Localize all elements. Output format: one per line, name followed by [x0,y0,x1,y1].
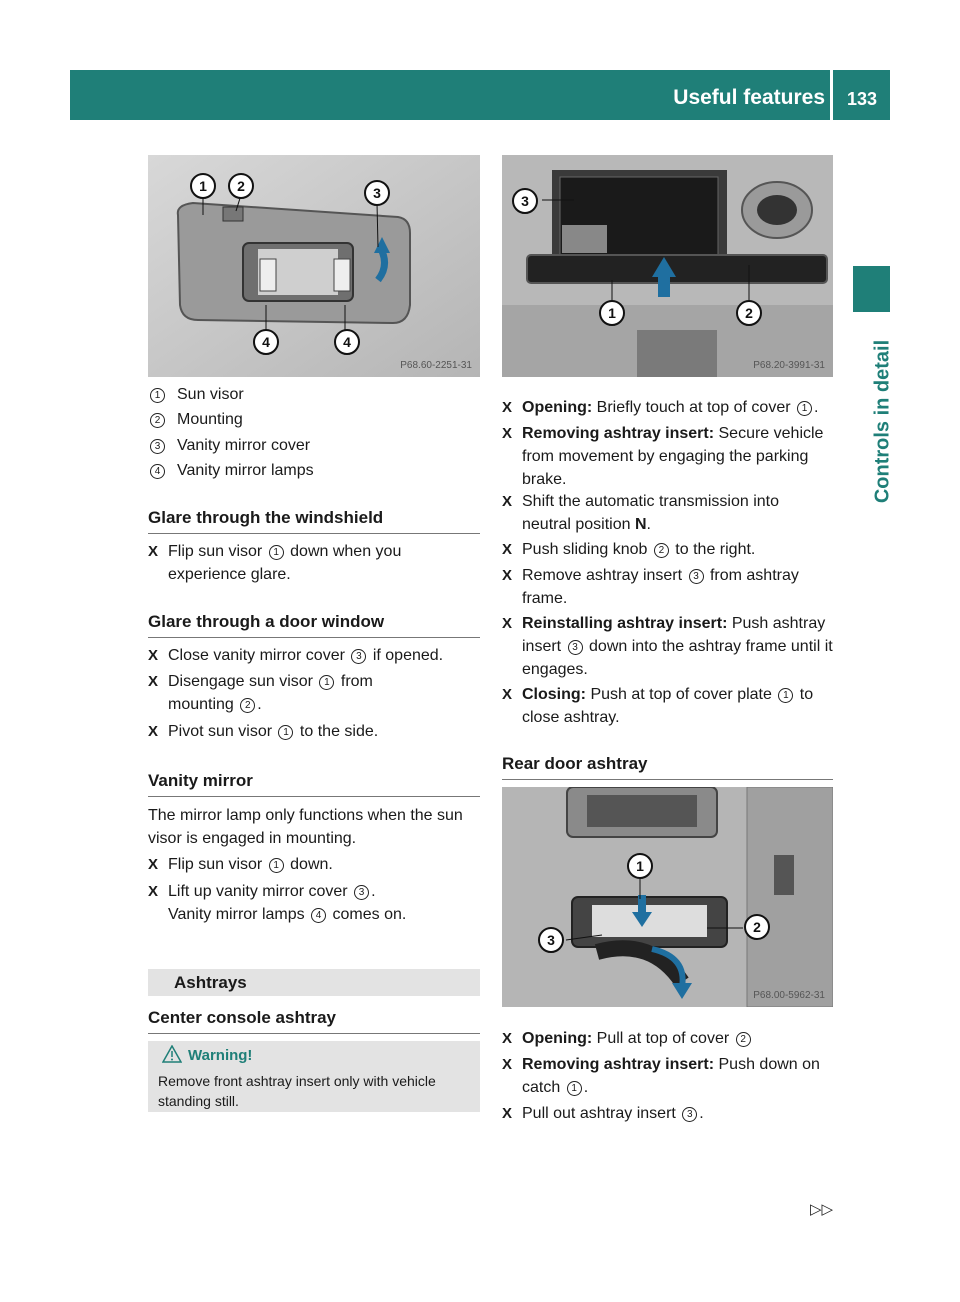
step-text: Lift up vanity mirror cover [168,883,353,900]
legend-label: Vanity mirror cover [177,437,311,454]
step-text: Push ashtray insert [522,615,826,655]
ref-number: 3 [689,569,704,584]
figure-callout: 2 [736,300,762,326]
step-label: Opening: [522,399,593,416]
step-text: to the right. [670,541,756,558]
step-label: Removing ashtray insert: [522,425,715,442]
step-text: Remove ashtray insert [522,567,687,584]
legend-item [148,462,314,480]
ref-number: 2 [240,698,255,713]
ref-number: 3 [682,1107,697,1122]
ashtrays-section-title: Ashtrays [174,973,247,992]
step-text: down when you experience glare. [168,543,402,583]
figure-callout: 4 [334,329,360,355]
step-label: Reinstalling ashtray insert: [522,615,728,632]
continue-mark: ▷▷ [810,1201,834,1218]
figure-callout: 4 [253,329,279,355]
step-label: Removing ashtray insert: [522,1056,715,1073]
ref-number: 1 [319,675,334,690]
vanity-heading: Vanity mirror [148,771,480,797]
ref-number: 1 [278,725,293,740]
console-step [502,564,822,610]
sun-visor-figure [148,155,480,377]
warning-box [148,1041,480,1112]
rear-step [502,1053,836,1099]
step-text: if opened. [368,647,444,664]
step-text: . [583,1079,589,1096]
console-step [502,538,836,561]
ref-number: 1 [778,688,793,703]
side-tab-label: Controls in detail [871,339,894,504]
step-text: from ashtray frame. [522,567,799,607]
figure-code: P68.00-5962-31 [753,990,825,1001]
rear-ashtray-figure [502,787,833,1007]
step-text: Secure vehicle from movement by engaging the parking brake. [522,425,824,488]
console-step [502,490,822,536]
step-text: Push at top of cover plate [586,686,777,703]
console-step [502,612,836,681]
page-number: 133 [846,89,878,109]
figure-callout: 3 [538,927,564,953]
step-text: Push sliding knob [522,541,652,558]
figure-callout: 2 [228,173,254,199]
vanity-step [148,853,480,876]
step-text: down into the ashtray frame until it engages. [522,638,833,678]
step-text: down. [285,856,333,873]
ref-number: 2 [736,1032,751,1047]
ref-number: 1 [269,858,284,873]
ref-number: 1 [269,545,284,560]
rear-ashtray-illustration [502,787,833,1007]
legend-number: 3 [150,439,165,454]
ref-number: 3 [351,649,366,664]
step-text: . [813,399,819,416]
ref-number: 2 [654,543,669,558]
gear-position: N [634,516,647,533]
legend-number: 4 [150,464,165,479]
step-text: Push down on catch [522,1056,820,1096]
step-text: . [371,883,376,900]
rear-door-heading: Rear door ashtray [502,754,833,780]
step-text: . [646,516,651,533]
console-ashtray-illustration [502,155,833,377]
door-window-step [148,644,480,667]
step-text: to close ashtray. [522,686,814,726]
step-text: Shift the automatic transmission into neutral position [522,493,780,533]
step-text: to the side. [295,723,379,740]
step-text: Disengage sun visor [168,673,318,690]
door-window-heading: Glare through a door window [148,612,480,638]
step-text: Flip sun visor [168,856,267,873]
windshield-heading: Glare through the windshield [148,508,480,534]
console-ashtray-figure [502,155,833,377]
step-text: from mounting [168,673,373,713]
ref-number: 1 [797,401,812,416]
console-step [502,396,836,419]
warning-title: Warning! [188,1047,253,1064]
legend-label: Vanity mirror lamps [177,462,314,479]
ashtrays-section [148,969,480,996]
figure-callout: 1 [190,173,216,199]
vanity-intro: The mirror lamp only functions when the sun visor is engaged in mounting. [148,807,463,847]
legend-item [148,411,243,429]
step-label: Opening: [522,1030,593,1047]
legend-item [148,437,310,455]
ref-number: 3 [354,885,369,900]
legend-number: 1 [150,388,165,403]
side-tab [868,310,898,560]
figure-callout: 3 [512,188,538,214]
vanity-step [148,880,480,926]
windshield-step [148,540,480,586]
section-title: Useful features [673,86,825,109]
legend-label: Mounting [177,411,243,428]
legend-label: Sun visor [177,386,244,403]
step-text: Pull at top of cover [592,1030,734,1047]
legend-number: 2 [150,413,165,428]
step-text: . [699,1105,704,1122]
step-text: Flip sun visor [168,543,267,560]
door-window-step [148,670,408,716]
step-label: Closing: [522,686,586,703]
step-text: Pull out ashtray insert [522,1105,681,1122]
figure-callout: 1 [627,853,653,879]
console-step [502,422,836,491]
ref-number: 1 [567,1081,582,1096]
rear-step [502,1102,836,1125]
step-text: comes on. [328,906,407,923]
figure-callout: 2 [744,914,770,940]
warning-triangle-icon [162,1045,182,1063]
figure-callout: 3 [364,180,390,206]
step-text: Briefly touch at top of cover [592,399,795,416]
figure-callout: 1 [599,300,625,326]
console-step [502,683,836,729]
rear-step [502,1027,836,1050]
step-text: Close vanity mirror cover [168,647,350,664]
step-text: . [257,696,262,713]
header-separator [830,70,833,120]
warning-text: Remove front ashtray insert only with vehicle standing still. [158,1073,436,1109]
step-text: Pivot sun visor [168,723,277,740]
figure-code: P68.60-2251-31 [400,360,472,371]
figure-code: P68.20-3991-31 [753,360,825,371]
door-window-step [148,720,480,743]
step-text: Vanity mirror lamps [168,906,310,923]
center-console-heading: Center console ashtray [148,1008,480,1034]
legend-item [148,386,244,404]
ref-number: 3 [568,640,583,655]
ref-number: 4 [311,908,326,923]
